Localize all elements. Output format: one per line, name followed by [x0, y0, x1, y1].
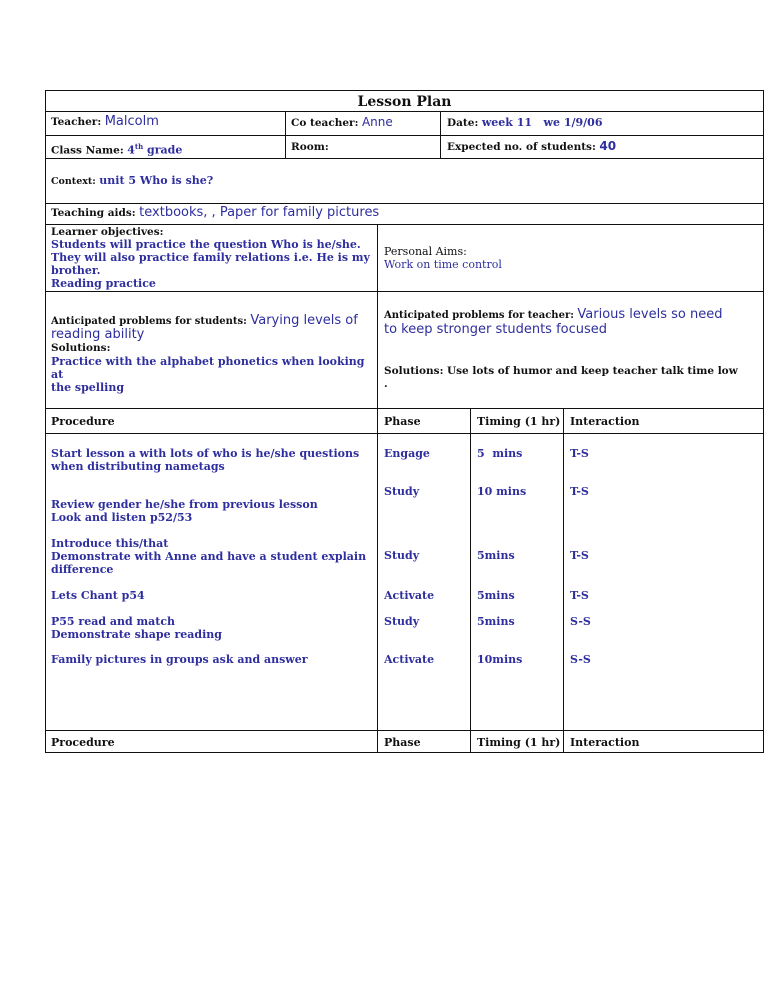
- step-line: when distributing nametags: [51, 460, 225, 473]
- step-line: Demonstrate with Anne and have a student explain: [51, 550, 367, 563]
- class-name-num: 4: [127, 143, 135, 157]
- solutions-teacher-value: Use lots of humor and keep teacher talk time low: [446, 365, 738, 377]
- page-title: Lesson Plan: [357, 94, 452, 110]
- step-timing: 5mins: [477, 589, 515, 602]
- anticipated-teacher-cell: [384, 307, 724, 337]
- header-phase: Phase: [384, 415, 421, 428]
- objective-line: They will also practice family relations i.e. He is my: [51, 251, 370, 264]
- learner-objectives-label: Learner objectives:: [51, 226, 164, 238]
- teaching-aids-label: Teaching aids:: [51, 207, 136, 219]
- step-line: Demonstrate shape reading: [51, 628, 222, 641]
- step-phase: Activate: [384, 589, 435, 602]
- step-phase: Study: [384, 549, 420, 562]
- solutions-students-label: Solutions:: [51, 342, 111, 354]
- solutions-teacher-label: Solutions:: [384, 365, 444, 377]
- teacher-value: Malcolm: [104, 114, 159, 129]
- personal-aims-label: Personal Aims:: [384, 245, 467, 258]
- step-timing: 10 mins: [477, 485, 527, 498]
- date-cell: [447, 116, 603, 130]
- header-timing: Timing (1 hr): [477, 415, 561, 428]
- step-line: Family pictures in groups ask and answer: [51, 653, 308, 666]
- anticipated-teacher-value: Various levels so need to keep stronger students focused: [384, 307, 723, 337]
- step-line: difference: [51, 563, 114, 576]
- class-name-label: Class Name:: [51, 144, 124, 157]
- anticipated-students-cell: [51, 314, 371, 394]
- procedure-step: [51, 589, 145, 602]
- date-value: week 11 we 1/9/06: [481, 116, 603, 129]
- step-timing: 10mins: [477, 653, 523, 666]
- anticipated-students-label: Anticipated problems for students:: [51, 316, 247, 327]
- personal-aims-cell: [384, 245, 502, 271]
- procedure-step: [51, 653, 308, 666]
- context-value: unit 5 Who is she?: [99, 174, 214, 187]
- procedure-step: [51, 615, 222, 641]
- class-name-sup: th: [134, 142, 144, 151]
- step-interaction: S-S: [570, 615, 591, 628]
- footer-phase: Phase: [384, 736, 421, 749]
- anticipated-teacher-label: Anticipated problems for teacher:: [384, 310, 574, 321]
- objective-line: Reading practice: [51, 277, 156, 290]
- solutions-teacher-cell: [384, 364, 738, 391]
- date-label: Date:: [447, 117, 479, 129]
- step-line: P55 read and match: [51, 615, 176, 628]
- step-line: Introduce this/that: [51, 537, 169, 550]
- co-teacher-cell: [291, 116, 393, 130]
- step-line: Lets Chant p54: [51, 589, 145, 602]
- step-phase: Study: [384, 485, 420, 498]
- expected-cell: [447, 140, 616, 154]
- expected-value: 40: [599, 139, 617, 153]
- solutions-students-line: Practice with the alphabet phonetics when looking at: [51, 355, 365, 381]
- personal-aims-value: Work on time control: [384, 258, 502, 271]
- context-cell: [51, 174, 213, 188]
- solutions-teacher-trail: .: [384, 378, 388, 390]
- room-cell: [291, 140, 329, 154]
- step-phase: Activate: [384, 653, 435, 666]
- expected-label: Expected no. of students:: [447, 141, 596, 153]
- procedure-step: [51, 498, 318, 524]
- objective-line: Students will practice the question Who is he/she.: [51, 238, 361, 251]
- anticipated-students-value: Varying levels of reading ability: [51, 313, 358, 342]
- step-interaction: T-S: [570, 589, 589, 602]
- teaching-aids-value: textbooks, , Paper for family pictures: [139, 205, 380, 220]
- footer-timing: Timing (1 hr): [477, 736, 561, 749]
- context-label: Context:: [51, 176, 96, 187]
- room-label: Room:: [291, 141, 329, 153]
- step-line: Look and listen p52/53: [51, 511, 193, 524]
- class-name-rest: grade: [143, 143, 183, 157]
- step-line: Review gender he/she from previous lesson: [51, 498, 318, 511]
- header-interaction: Interaction: [570, 415, 640, 428]
- step-interaction: S-S: [570, 653, 591, 666]
- teaching-aids-cell: [51, 206, 379, 220]
- step-timing: 5mins: [477, 615, 515, 628]
- header-procedure: Procedure: [51, 415, 115, 428]
- procedure-step: [51, 537, 366, 576]
- step-interaction: T-S: [570, 447, 589, 460]
- step-interaction: T-S: [570, 485, 589, 498]
- step-phase: Study: [384, 615, 420, 628]
- teacher-label: Teacher:: [51, 116, 102, 128]
- step-phase: Engage: [384, 447, 430, 460]
- step-timing: 5 mins: [477, 447, 523, 460]
- objective-line: brother.: [51, 264, 101, 277]
- footer-procedure: Procedure: [51, 736, 115, 749]
- step-timing: 5mins: [477, 549, 515, 562]
- procedure-step: [51, 447, 359, 473]
- solutions-students-line: the spelling: [51, 381, 125, 394]
- class-name-cell: [51, 140, 182, 158]
- step-interaction: T-S: [570, 549, 589, 562]
- co-teacher-value: Anne: [361, 115, 393, 129]
- co-teacher-label: Co teacher:: [291, 117, 359, 129]
- step-line: Start lesson a with lots of who is he/she questions: [51, 447, 360, 460]
- footer-interaction: Interaction: [570, 736, 640, 749]
- teacher-cell: [51, 115, 159, 129]
- learner-objectives-cell: [51, 226, 370, 290]
